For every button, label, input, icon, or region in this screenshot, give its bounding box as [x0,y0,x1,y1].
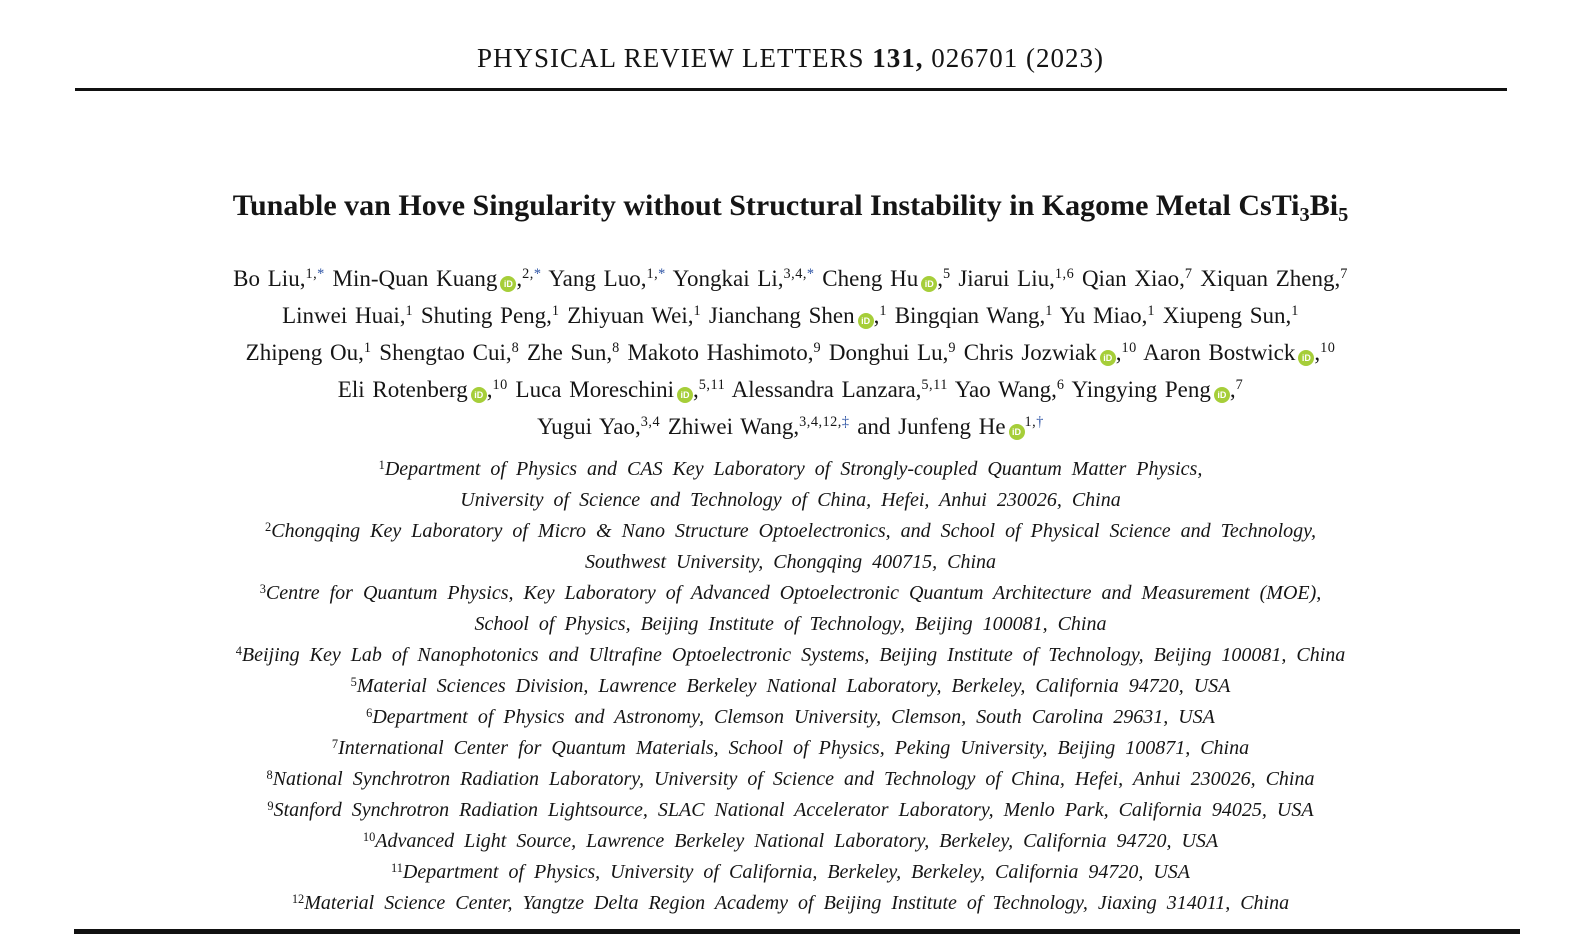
footnote-symbol: † [1036,414,1044,431]
author: Qian Xiao,$^7$ [1081,266,1193,291]
author: Yugui Yao,$^{3,4}$ [537,414,661,439]
author: Zhipeng Ou,$^1$ [245,340,372,365]
author: Zhiwei Wang,$^{3,4,12,\ddagger}$ [667,414,850,439]
affiliation-line: $^8$National Synchrotron Radiation Laboratory, University of Science and Technology of China, Hefei, Anhui 230026, China [266,768,1315,790]
author: Zhe Sun,$^8$ [527,340,620,365]
superscript-refs: 6 [1056,377,1065,394]
superscript-refs: 1 [551,303,560,320]
affiliation-number: 9 [267,799,274,814]
footnote-symbol: * [533,266,542,283]
superscript-refs: 3,4 [640,414,661,431]
author: Cheng Hu iD ,$^5$ [822,266,951,291]
affiliation-line: School of Physics, Beijing Institute of Technology, Beijing 100081, China [474,613,1107,635]
author: Luca Moreschini iD ,$^{5,11}$ [515,377,726,402]
author: Yongkai Li,$^{3,4,*}$ [672,266,815,291]
orcid-icon: iD [858,313,874,329]
superscript-refs: 8 [511,340,520,357]
superscript-refs: 7 [1340,266,1348,283]
orcid-icon: iD [471,387,487,403]
footnote-symbol: ‡ [841,414,850,431]
author: Yingying Peng iD ,$^7$ [1071,377,1244,402]
title-subscript: 5 [1338,203,1349,226]
affiliation-number: 1 [378,458,385,473]
author: Xiquan Zheng,$^7$ [1200,266,1348,291]
superscript-refs: 1 [1291,303,1299,320]
superscript-refs: 10 [492,377,508,394]
journal-header [0,0,1581,74]
superscript-refs: 1,* [305,266,325,283]
orcid-icon: iD [677,387,693,403]
bottom-rule [74,929,1520,934]
author-block [0,260,1581,445]
orcid-icon: iD [1214,387,1230,403]
superscript-refs: 1 [1045,303,1053,320]
paper-title: Tunable van Hove Singularity without Structural Instability in Kagome Metal $CsTi_3Bi_5$ [232,189,1349,226]
journal-volume: 131, [872,43,924,73]
header-rule [75,88,1507,91]
affiliation-number: 2 [265,520,272,535]
author: Shengtao Cui,$^8$ [379,340,520,365]
orcid-icon: iD [500,276,516,292]
affiliation-line: $^2$Chongqing Key Laboratory of Micro & Nano Structure Optoelectronics, and School of Physical Science and Technology, [265,520,1316,542]
superscript-refs: 7 [1235,377,1244,394]
author: Yu Miao,$^1$ [1059,303,1155,328]
author: Donghui Lu,$^9$ [828,340,957,365]
superscript-refs: 10 [1320,340,1336,357]
superscript-refs: 2,* [522,266,542,283]
affiliation-number: 11 [390,861,403,876]
orcid-icon: iD [921,276,937,292]
author: Bingqian Wang,$^1$ [894,303,1053,328]
affiliation-line: University of Science and Technology of China, Hefei, Anhui 230026, China [460,489,1121,511]
affiliation-number: 10 [362,830,376,845]
author-line [0,297,1581,334]
affiliation-line: $^5$Material Sciences Division, Lawrence Berkeley National Laboratory, Berkeley, California 94720, USA [350,675,1231,697]
author-line [0,334,1581,371]
author: Min-Quan Kuang iD ,$^{2,*}$ [332,266,542,291]
affiliation-line: $^3$Centre for Quantum Physics, Key Laboratory of Advanced Optoelectronic Quantum Architecture and Measurement (MOE), [259,582,1322,604]
affiliation-number: 4 [235,644,242,659]
journal-issue: 026701 (2023) [931,43,1104,73]
author: Xiupeng Sun,$^1$ [1162,303,1299,328]
footnote-symbol: * [317,266,325,283]
author-line [0,371,1581,408]
affiliation-line: $^{11}$Department of Physics, University of California, Berkeley, Berkeley, California 94720, USA [390,861,1191,883]
superscript-refs: 9 [813,340,822,357]
orcid-icon: iD [1009,424,1025,440]
affiliation-number: 8 [266,768,273,783]
author: Shuting Peng,$^1$ [420,303,560,328]
affiliation-number: 7 [331,737,339,752]
superscript-refs: 1,6 [1054,266,1075,283]
superscript-refs: 3,4,* [783,266,815,283]
orcid-icon: iD [1298,350,1314,366]
superscript-refs: 1,† [1024,414,1044,431]
affiliation-number: 12 [291,892,305,907]
author: Makoto Hashimoto,$^9$ [627,340,822,365]
author: Zhiyuan Wei,$^1$ [567,303,702,328]
superscript-refs: 5,11 [698,377,726,394]
superscript-refs: 1 [1147,303,1155,320]
affiliation-block [0,454,1581,919]
author: Chris Jozwiak iD ,$^{10}$ [963,340,1137,365]
affiliation-number: 6 [366,706,373,721]
affiliation-line: $^7$International Center for Quantum Materials, School of Physics, Peking University, Beijing 100871, China [331,737,1250,759]
journal-name: PHYSICAL REVIEW LETTERS [477,43,865,73]
author: Eli Rotenberg iD ,$^{10}$ [337,377,508,402]
author: Aaron Bostwick iD ,$^{10}$ [1143,340,1336,365]
author: Jianchang Shen iD ,$^1$ [708,303,887,328]
footnote-symbol: * [806,266,815,283]
superscript-refs: 1 [363,340,372,357]
affiliation-number: 3 [259,582,266,597]
affiliation-line: $^{10}$Advanced Light Source, Lawrence Berkeley National Laboratory, Berkeley, California 94720, USA [362,830,1219,852]
author: Yao Wang,$^6$ [954,377,1065,402]
author-line [0,408,1581,445]
superscript-refs: 7 [1184,266,1193,283]
author-line [0,260,1581,297]
affiliation-line: $^4$Beijing Key Lab of Nanophotonics and Ultrafine Optoelectronic Systems, Beijing Institute of Technology, Beijing 100081, China [235,644,1346,666]
affiliation-number: 5 [350,675,357,690]
author: Linwei Huai,$^1$ [282,303,414,328]
author: Jiarui Liu,$^{1,6}$ [958,266,1075,291]
superscript-refs: 1,* [646,266,666,283]
superscript-refs: 8 [612,340,620,357]
title-subscript: 3 [1299,203,1310,226]
affiliation-line: $^9$Stanford Synchrotron Radiation Lightsource, SLAC National Accelerator Laboratory, Menlo Park, California 94025, USA [267,799,1314,821]
author: Yang Luo,$^{1,*}$ [548,266,666,291]
superscript-refs: 1 [693,303,702,320]
footnote-symbol: * [658,266,666,283]
superscript-refs: 9 [948,340,957,357]
author: Bo Liu,$^{1,*}$ [233,266,325,291]
author: Alessandra Lanzara,$^{5,11}$ [731,377,948,402]
affiliation-line: $^6$Department of Physics and Astronomy, Clemson University, Clemson, South Carolina 29631, USA [366,706,1215,728]
superscript-refs: 3,4,12,‡ [799,414,850,431]
superscript-refs: 5 [942,266,951,283]
superscript-refs: 1 [879,303,887,320]
author: and Junfeng He $iD^{1,\dagger}$ [857,414,1044,439]
affiliation-line: Southwest University, Chongqing 400715, China [584,551,997,573]
affiliation-line: $^{12}$Material Science Center, Yangtze Delta Region Academy of Beijing Institute of Technology, Jiaxing 314011, China [291,892,1290,914]
superscript-refs: 5,11 [921,377,948,394]
orcid-icon: iD [1100,350,1116,366]
affiliation-line: $^1$Department of Physics and CAS Key Laboratory of Strongly-coupled Quantum Matter Physics, [378,458,1203,480]
superscript-refs: 1 [405,303,414,320]
superscript-refs: 10 [1121,340,1137,357]
